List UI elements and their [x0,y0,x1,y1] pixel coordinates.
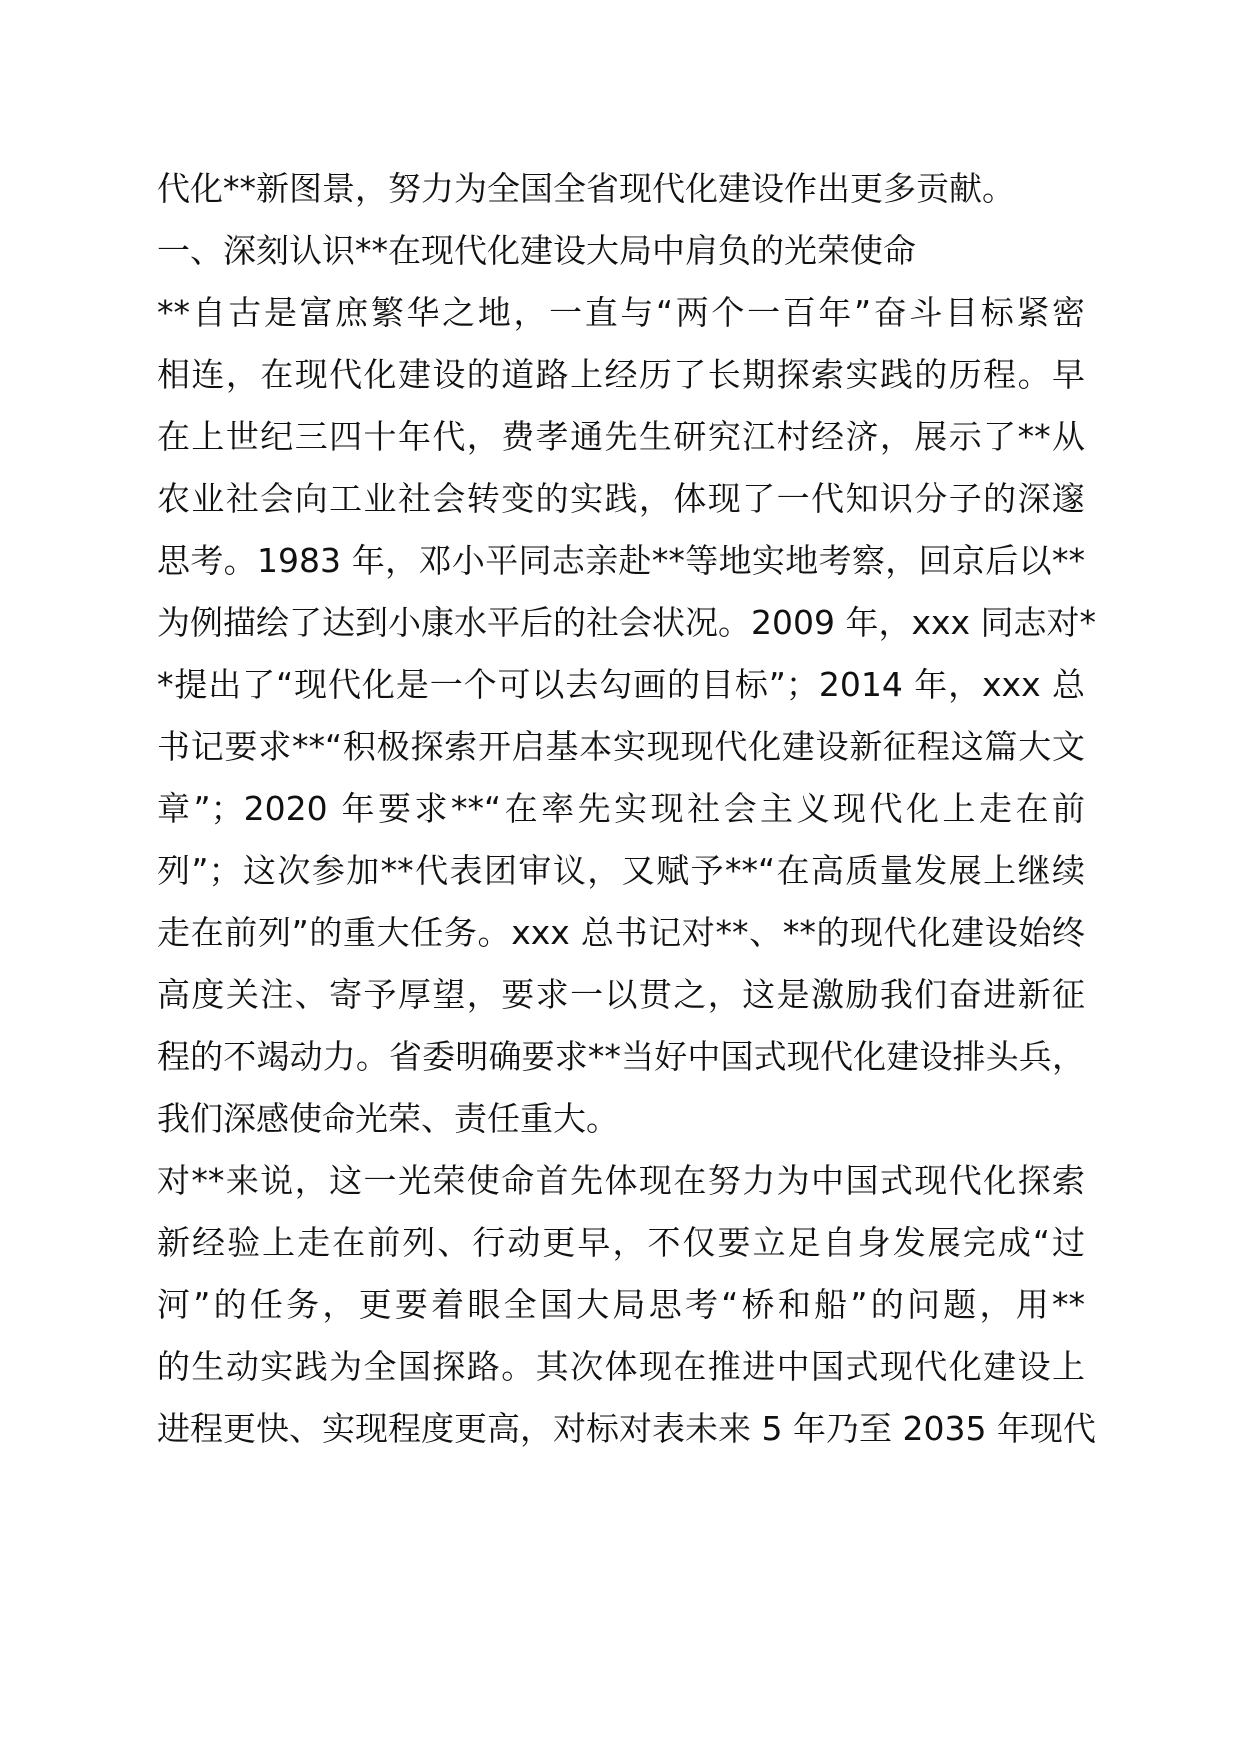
body-line: 相连，在现代化建设的道路上经历了长期探索实践的历程。早 [157,355,1085,394]
body-line: 对**来说，这一光荣使命首先体现在努力为中国式现代化探索 [157,1161,1085,1200]
body-line: 列”；这次参加**代表团审议，又赋予**“在高质量发展上继续 [157,851,1085,890]
body-line: *提出了“现代化是一个可以去勾画的目标”；2014 年，xxx 总 [157,665,1085,704]
body-line: 章”；2020 年要求**“在率先实现社会主义现代化上走在前 [157,789,1085,828]
body-line: 新经验上走在前列、行动更早，不仅要立足自身发展完成“过 [157,1223,1085,1262]
body-line: 代化**新图景，努力为全国全省现代化建设作出更多贡献。 [157,169,1015,208]
body-line: 思考。1983 年，邓小平同志亲赴**等地实地考察，回京后以** [157,541,1085,580]
section-heading: 一、深刻认识**在现代化建设大局中肩负的光荣使命 [157,231,916,270]
body-line: 高度关注、寄予厚望，要求一以贯之，这是激励我们奋进新征 [157,975,1085,1014]
body-line: 我们深感使命光荣、责任重大。 [157,1099,619,1138]
body-line: 农业社会向工业社会转变的实践，体现了一代知识分子的深邃 [157,479,1085,518]
document-body [157,158,1097,1460]
body-line: 书记要求**“积极探索开启基本实现现代化建设新征程这篇大文 [157,727,1085,766]
body-line: 为例描绘了达到小康水平后的社会状况。2009 年，xxx 同志对* [157,603,1097,642]
body-line: **自古是富庶繁华之地，一直与“两个一百年”奋斗目标紧密 [157,293,1085,332]
body-line: 河”的任务，更要着眼全国大局思考“桥和船”的问题，用** [157,1285,1085,1324]
body-line: 进程更快、实现程度更高，对标对表未来 5 年乃至 2035 年现代 [157,1409,1096,1448]
body-line: 的生动实践为全国探路。其次体现在推进中国式现代化建设上 [157,1347,1085,1386]
body-line: 在上世纪三四十年代，费孝通先生研究江村经济，展示了**从 [157,417,1085,456]
body-line: 走在前列”的重大任务。xxx 总书记对**、**的现代化建设始终 [157,913,1085,952]
body-line: 程的不竭动力。省委明确要求**当好中国式现代化建设排头兵， [157,1037,1085,1076]
